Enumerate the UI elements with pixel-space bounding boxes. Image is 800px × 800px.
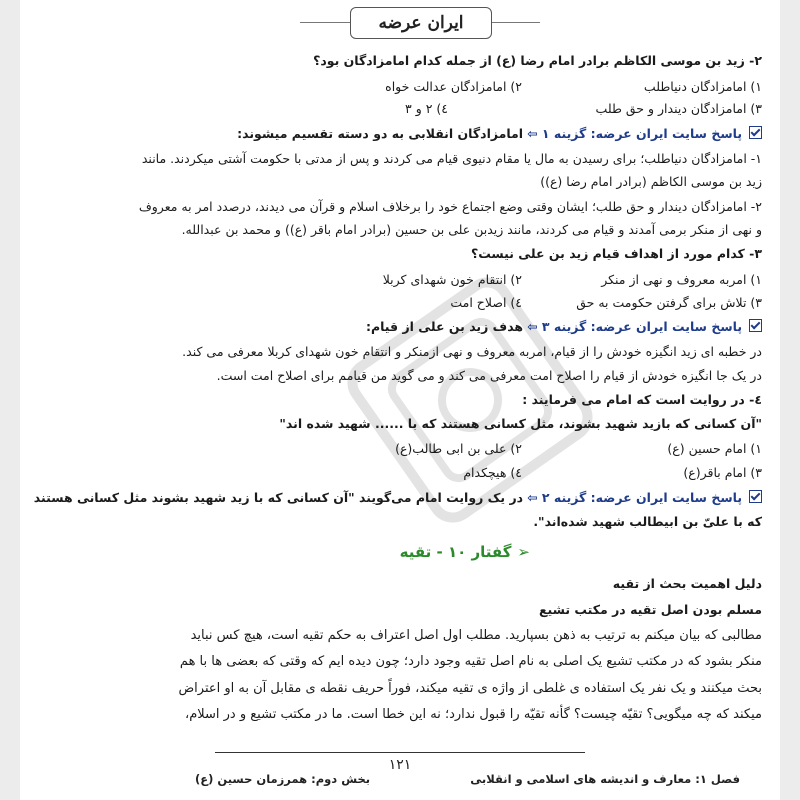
section-heading-2: مسلم بودن اصل تقیه در مکتب تشیع [539,602,762,617]
q2-para1-line2: زید بن موسی الکاظم (برادر امام رضا (ع)) [540,174,762,189]
q4-option-2: ۲) علی بن ابی طالب(ع) [395,441,522,456]
footer-chapter: فصل ۱: معارف و اندیشه های اسلامی و انقلابی [470,772,740,786]
q2-answer-text: امامزادگان انقلابی به دو دسته تقسیم میشوند: [237,126,524,141]
footer-rule [215,752,585,753]
checkbox-icon [749,126,762,139]
question-4: ٤- در روایت است که امام می فرمایند : [522,392,762,407]
body-line-2: منکر بشود که در مکتب تشیع یک اصلی به نام اصل تقیه وجود دارد؛ چون دیده ایم که وقتی که بعضی ها با هم [179,654,762,669]
checkbox-icon [749,490,762,503]
question-2: ۲- زید بن موسی الکاظم برادر امام رضا (ع) از جمله کدام امامزادگان بود؟ [313,53,762,68]
question-3: ۳- کدام مورد از اهداف قیام زید بن علی نیست؟ [470,246,762,261]
q2-option-4: ٤) ۲ و ۳ [405,101,448,116]
q4-answer-text: در یک روایت امام می‌گویند "آن کسانی که با زید شهید بشوند مثل کسانی هستند [33,490,524,505]
document-page [20,0,780,800]
q3-answer-label: پاسخ سایت ایران عرضه: گزینه ۳ ⇦ [527,319,743,334]
q3-line-2: در یک جا انگیزه خودش از قیام را اصلاح امت معرفی می کند و می گوید من قیامم برای اصلاح امت است. [216,368,762,383]
checkbox-icon [749,319,762,332]
q4-answer-label: پاسخ سایت ایران عرضه: گزینه ۲ ⇦ [527,490,743,505]
page-number: ۱۲۱ [388,757,412,773]
q3-answer [366,318,762,336]
header-logo-box [350,7,492,39]
leaf-icon: ➢ [517,543,530,561]
footer-section: بخش دوم: همرزمان حسین (ع) [195,772,371,786]
chapter-title-text: گفتار ۱۰ - تقیه [399,543,512,561]
q3-option-1: ۱) امربه معروف و نهی از منکر [601,272,762,287]
body-line-3: بحث میکنند و یک نفر یک استفاده ی غلطی از واژه ی تقیه میکند، فوراً حریف نقطه ی مقابل آن به او اعتراض [178,681,762,696]
q4-answer-line-2: که با علیّ بن ابیطالب شهید شده‌اند". [533,514,762,529]
q2-para2-line1: ۲- امامزادگان دیندار و حق طلب؛ ایشان وقتی وضع اجتماع خود را برخلاف اسلام و قرآن می دیدند، درصدد امر به معروف [138,199,762,214]
q2-para2-line2: و نهی از منکر برمی آمدند و قیام می کردند، مانند زیدبن علی بن حسین (برادر امام باقر (ع)) و محمد بن عبدالله. [181,222,762,237]
q2-option-3: ۳) امامزادگان دیندار و حق طلب [595,101,762,116]
q4-option-4: ٤) هیچکدام [463,465,522,480]
body-line-1: مطالبی که بیان میکنم به ترتیب به ذهن بسپارید. مطلب اول اصل اعتراف به حکم تقیه است، هیچ کس نباید [190,628,762,643]
q4-option-3: ۳) امام باقر(ع) [683,465,762,480]
q3-line-1: در خطبه ای زید انگیزه خودش را از قیام، امربه معروف و نهی ازمنکر و انتقام خون شهدای کربلا معرفی می کند. [182,344,762,359]
site-logo: ایران عرضه [378,13,464,33]
q4-option-1: ۱) امام حسین (ع) [667,441,762,456]
section-heading-1: دلیل اهمیت بحث از تقیه [612,576,762,591]
q3-answer-text: هدف زید بن علی از قیام: [365,319,524,334]
q2-answer [237,125,762,143]
q4-answer [34,489,762,507]
q3-option-4: ٤) اصلاح امت [450,295,522,310]
q2-para1-line1: ۱- امامزادگان دنیاطلب؛ برای رسیدن به مال یا مقام دنیوی قیام می کردند و پس از مدتی با حکومت آشتی میکردند. مانند [141,151,762,166]
q2-answer-label: پاسخ سایت ایران عرضه: گزینه ۱ ⇦ [527,126,743,141]
q4-quote: "آن کسانی که بازید شهید بشوند، مثل کسانی هستند که با ...... شهید شده اند" [279,416,762,431]
q2-option-2: ۲) امامزادگان عدالت خواه [385,79,522,94]
body-line-4: میکند که چه میگویی؟ تقیّه چیست؟ گأنه تقیّه را قبول ندارد؛ نه این خطا است. ما در مکتب تشیع و در اسلام، [185,707,762,722]
q3-option-2: ۲) انتقام خون شهدای کربلا [382,272,522,287]
q2-option-1: ۱) امامزادگان دنیاطلب [643,79,762,94]
q3-option-3: ۳) تلاش برای گرفتن حکومت به حق [576,295,762,310]
chapter-title [400,543,530,561]
